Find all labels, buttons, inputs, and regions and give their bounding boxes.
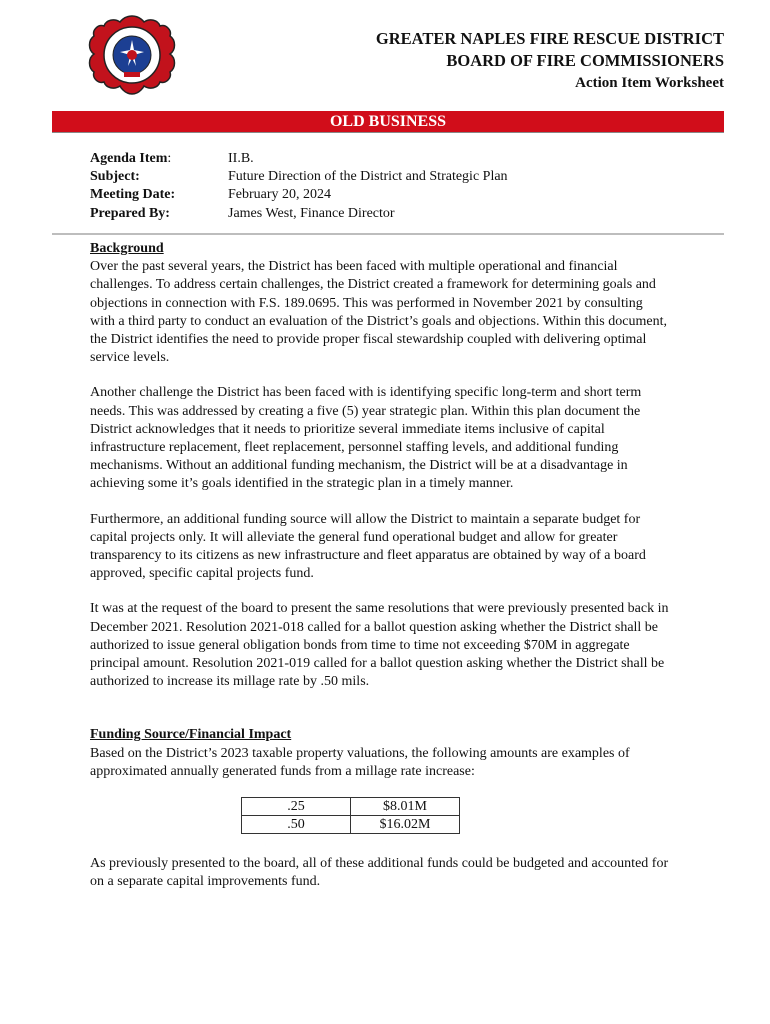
meta-value: James West, Finance Director [228,205,395,221]
meta-label: Subject: [90,169,140,185]
organization-name: GREATER NAPLES FIRE RESCUE DISTRICT [375,29,724,48]
amount-cell: $16.02M [351,816,460,834]
meta-value: II.B. [228,151,254,166]
meta-label: Meeting Date: [90,187,176,203]
millage-rate-cell: .50 [242,816,351,834]
funding-heading: Funding Source/Financial Impact [90,727,292,743]
meta-value: February 20, 2024 [228,187,332,203]
table-row [242,816,460,834]
document-header [376,28,724,94]
board-name: BOARD OF FIRE COMMISSIONERS [446,51,724,70]
millage-table [241,797,460,834]
background-paragraph: Over the past several years, the District has been faced with multiple operational and financial challenges. To address certain challenges, the District created a framework for determining goals and objections in connection with F.S. 189.0695. This was performed in November 2021 by consulting with a third party to conduct an evaluation of the District’s goals and objections. Within this document, the District identifies the need to provide proper fiscal stewardship coupled with delivering optimal service levels. [90,259,667,366]
section-banner: OLD BUSINESS [52,111,724,133]
meta-label-suffix: : [167,151,172,166]
amount-cell: $8.01M [351,798,460,816]
background-paragraph: Another challenge the District has been faced with is identifying specific long-term and short term needs. This was addressed by creating a five (5) year strategic plan. Within this plan document the District acknowledges that it needs to prioritize several immediate items inclusive of capital infrastructure replacement, fleet replacement, personnel staffing levels, and additional funding mechanisms. Without an additional funding mechanism, the District will be at a disadvantage in achieving some it’s goals identified in the strategic plan in a timely manner. [90,385,642,492]
worksheet-title: Action Item Worksheet [575,75,724,91]
agenda-meta [90,150,508,223]
funding-intro: Based on the District’s 2023 taxable property valuations, the following amounts are examples of approximated annually generated funds from a millage rate increase: [90,745,630,779]
meta-row-meeting-date [90,186,508,204]
funding-closing: As previously presented to the board, all of these additional funds could be budgeted and accounted for on a separate capital improvements fund. [90,856,669,890]
document-body [90,240,670,891]
meta-row-subject [90,168,508,186]
meta-row-prepared-by [90,205,508,223]
millage-rate-cell: .25 [242,798,351,816]
meta-label: Agenda Item [90,151,168,166]
divider [52,233,724,235]
meta-value: Future Direction of the District and Strategic Plan [228,169,508,185]
background-heading: Background [90,241,164,256]
district-logo [86,14,178,96]
background-paragraph: Furthermore, an additional funding source will allow the District to maintain a separate budget for capital projects only. It will alleviate the general fund operational budget and allow for greater transparency to its citizens as new infrastructure and fleet apparatus are obtained by way of a board approved, specific capital projects fund. [90,511,646,582]
table-row [242,798,460,816]
meta-row-agenda-item [90,150,508,168]
meta-label: Prepared By: [90,205,170,221]
background-paragraph: It was at the request of the board to present the same resolutions that were previously presented back in December 2021. Resolution 2021-018 called for a ballot question asking whether the District shall be authorized to issue general obligation bonds from time to time not exceeding $70M in aggregate principal amount. Resolution 2021-019 called for a ballot question asking whether the District shall be authorized to increase its millage rate by .50 mils. [90,601,669,690]
